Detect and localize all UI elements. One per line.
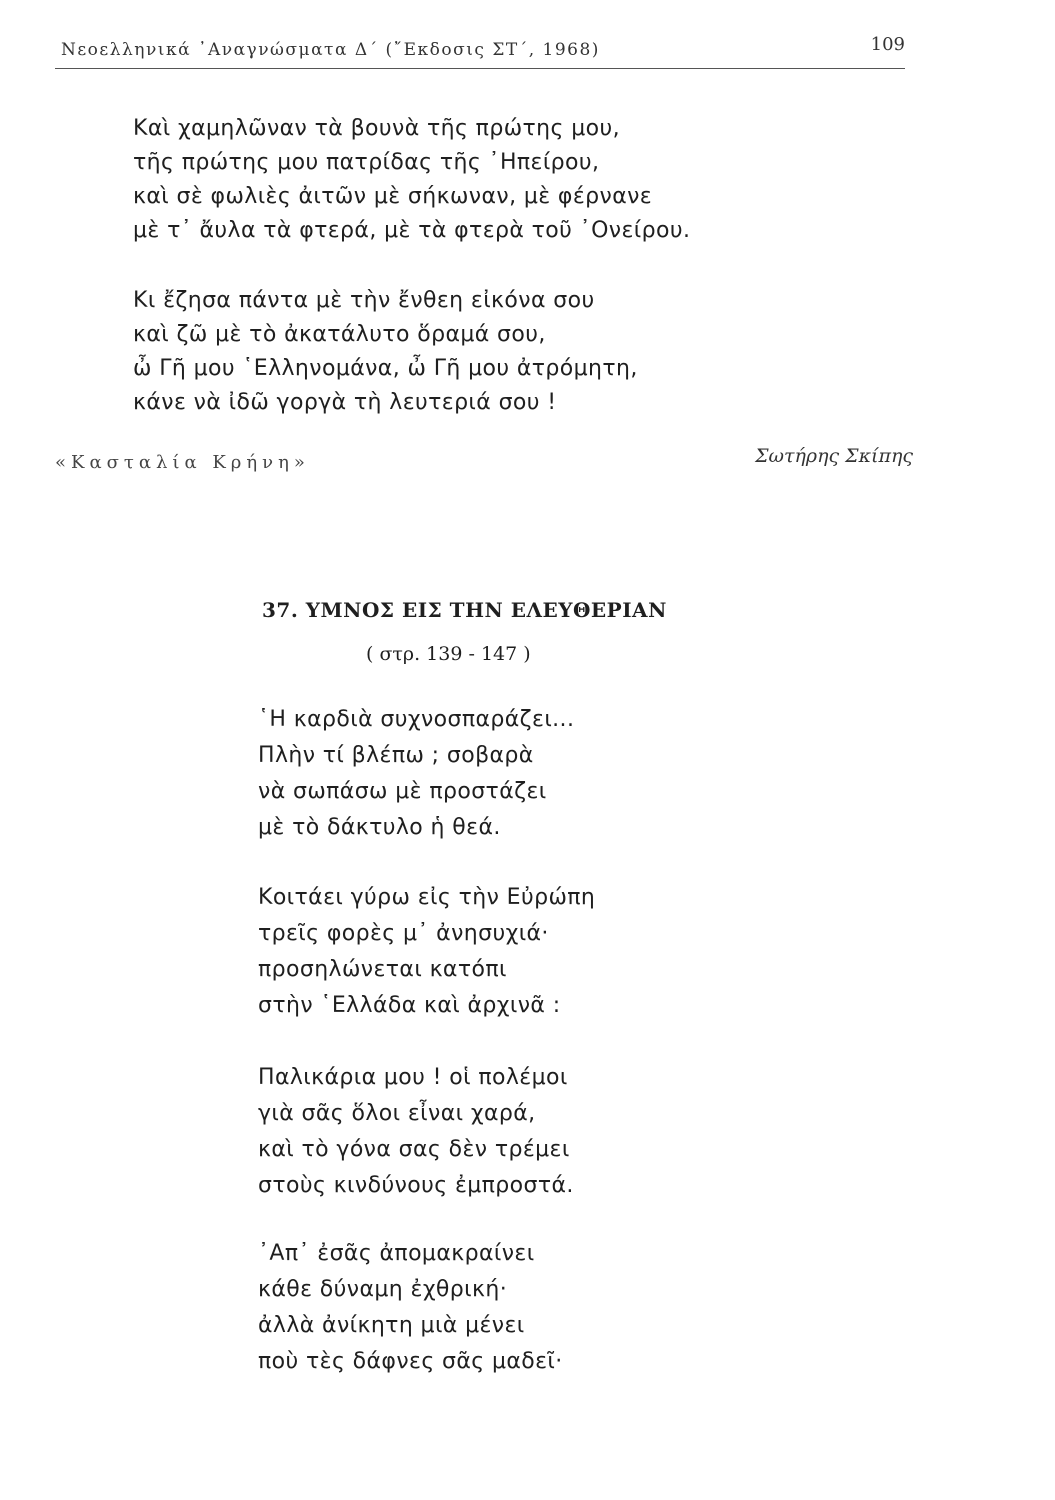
verse-line: Κι ἔζησα πάντα μὲ τὴν ἔνθεη εἰκόνα σου xyxy=(133,288,595,313)
verse-line: Κοιτάει γύρω εἰς τὴν Εὐρώπη xyxy=(258,885,596,910)
verse-line: κάνε νὰ ἰδῶ γοργὰ τὴ λευτεριά σου ! xyxy=(133,390,557,415)
running-header xyxy=(55,32,905,69)
verse-line: ὦ Γῆ μου ῾Ελληνομάνα, ὦ Γῆ μου ἀτρόμητη, xyxy=(133,356,638,381)
verse-line: ῾Η καρδιὰ συχνοσπαράζει... xyxy=(258,707,575,732)
stanza-4 xyxy=(258,1236,563,1380)
verse-line: καὶ ζῶ μὲ τὸ ἀκατάλυτο ὅραμά σου, xyxy=(133,322,546,347)
source-title: «Κασταλία Κρήνη» xyxy=(55,452,310,473)
running-title: Νεοελληνικά ᾿Αναγνώσματα Δ΄ (῎Εκδοσις ΣΤ΄, 1968) xyxy=(61,40,600,60)
stanza-1 xyxy=(258,702,574,846)
poem-range: ( στρ. 139 - 147 ) xyxy=(366,643,531,665)
stanza-3 xyxy=(258,1060,574,1204)
verse-line: Πλὴν τί βλέπω ; σοβαρὰ xyxy=(258,743,534,768)
stanza-upper-1 xyxy=(133,112,690,248)
verse-line: νὰ σωπάσω μὲ προστάζει xyxy=(258,779,547,804)
author-name: Σωτήρης Σκίπης xyxy=(755,445,913,467)
verse-line: γιὰ σᾶς ὅλοι εἶναι χαρά, xyxy=(258,1101,536,1126)
verse-line: κάθε δύναμη ἐχθρική· xyxy=(258,1277,508,1302)
verse-line: τῆς πρώτης μου πατρίδας τῆς ᾿Ηπείρου, xyxy=(133,150,600,175)
stanza-upper-2 xyxy=(133,284,638,420)
verse-line: Παλικάρια μου ! οἱ πολέμοι xyxy=(258,1065,568,1090)
verse-line: τρεῖς φορὲς μ᾿ ἀνησυχιά· xyxy=(258,921,549,946)
verse-line: ᾿Απ᾿ ἐσᾶς ἀπομακραίνει xyxy=(258,1241,535,1266)
verse-line: προσηλώνεται κατόπι xyxy=(258,957,507,982)
verse-line: καὶ σὲ φωλιὲς ἀιτῶν μὲ σήκωναν, μὲ φέρνανε xyxy=(133,184,653,209)
verse-line: Καὶ χαμηλῶναν τὰ βουνὰ τῆς πρώτης μου, xyxy=(133,116,620,141)
poem-title: 37. ΥΜΝΟΣ ΕΙΣ ΤΗΝ ΕΛΕΥΘΕΡΙΑΝ xyxy=(262,598,667,622)
verse-line: καὶ τὸ γόνα σας δὲν τρέμει xyxy=(258,1137,570,1162)
verse-line: ἀλλὰ ἀνίκητη μιὰ μένει xyxy=(258,1313,525,1338)
verse-line: μὲ τὸ δάκτυλο ἡ θεά. xyxy=(258,815,501,840)
page-number: 109 xyxy=(870,34,905,55)
stanza-2 xyxy=(258,880,595,1024)
verse-line: μὲ τ᾿ ἄυλα τὰ φτερά, μὲ τὰ φτερὰ τοῦ ᾿Ονείρου. xyxy=(133,218,691,243)
verse-line: ποὺ τὲς δάφνες σᾶς μαδεῖ· xyxy=(258,1349,563,1374)
verse-line: στοὺς κινδύνους ἐμπροστά. xyxy=(258,1173,574,1198)
verse-line: στὴν ῾Ελλάδα καὶ ἀρχινᾶ : xyxy=(258,993,561,1018)
